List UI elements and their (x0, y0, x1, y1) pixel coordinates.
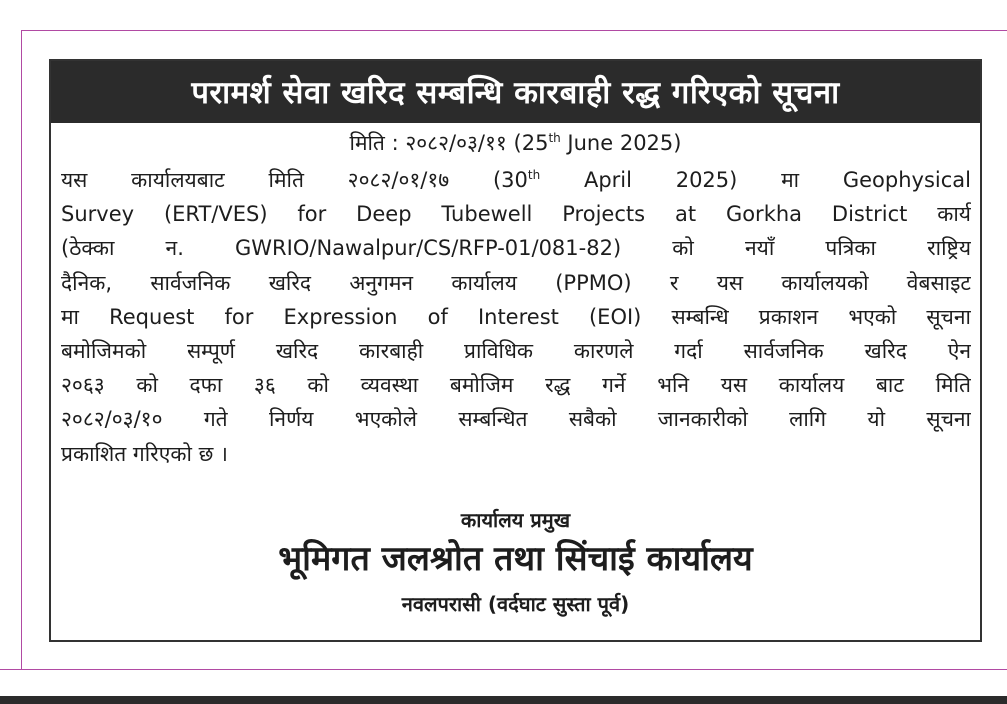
notice-date-sup: th (548, 131, 561, 145)
notice-title-bar (51, 61, 980, 123)
body-line (61, 437, 971, 471)
body-line-text: (ठेक्का न. GWRIO/Nawalpur/CS/RFP-01/081-82) को नयाँ पत्रिका राष्ट्रिय (61, 236, 971, 261)
notice-date-suffix: June 2025) (560, 131, 682, 155)
body-line-text: दैनिक, सार्वजनिक खरिद अनुगमन कार्यालय (PPMO) र यस कार्यालयको वेबसाइट (61, 270, 971, 295)
office-location: नवलपरासी (वर्दघाट सुस्ता पूर्व) (401, 592, 630, 616)
office-name: भूमिगत जलश्रोत तथा सिंचाई कार्यालय (278, 539, 753, 579)
body-line-text: Survey (ERT/VES) for Deep Tubewell Projects at Gorkha District कार्य (61, 202, 971, 227)
body-line-text: २०६३ को दफा ३६ को व्यवस्था बमोजिम रद्ध गर्ने भनि यस कार्यालय बाट मिति (61, 373, 971, 398)
body-line-text: April 2025) मा Geophysical (540, 168, 971, 192)
signatory-role: कार्यालय प्रमुख (460, 508, 571, 532)
body-line (61, 266, 971, 300)
body-line (61, 163, 971, 197)
body-line (61, 300, 971, 334)
frame-top-line (21, 30, 1007, 31)
body-line-text: प्रकाशित गरिएको छ । (61, 441, 228, 466)
next-notice-strip (0, 696, 1007, 704)
notice-box (49, 59, 982, 642)
body-line-text: बमोजिमको सम्पूर्ण खरिद कारबाही प्राविधिक कारणले गर्दा सार्वजनिक खरिद ऐन (61, 339, 971, 364)
body-line (61, 231, 971, 265)
body-line-text: मा Request for Expression of Interest (EOI) सम्बन्धि प्रकाशन भएको सूचना (61, 304, 971, 329)
notice-body (61, 163, 971, 471)
notice-date (51, 127, 980, 159)
body-line-text: यस कार्यालयबाट मिति २०८२/०१/१७ (30 (61, 168, 528, 192)
frame-left-line (21, 30, 22, 670)
body-line-sup: th (527, 168, 541, 182)
frame-bottom-line (0, 669, 1007, 670)
body-line (61, 334, 971, 368)
body-line-text: २०८२/०३/१० गते निर्णय भएकोले सम्बन्धित सबैको जानकारीको लागि यो सूचना (61, 407, 971, 432)
body-line (61, 197, 971, 231)
notice-date-prefix: मिति : २०८२/०३/११ (25 (349, 131, 549, 155)
body-line (61, 402, 971, 436)
body-line (61, 368, 971, 402)
notice-title: परामर्श सेवा खरिद सम्बन्धि कारबाही रद्ध गरिएको सूचना (191, 75, 840, 111)
